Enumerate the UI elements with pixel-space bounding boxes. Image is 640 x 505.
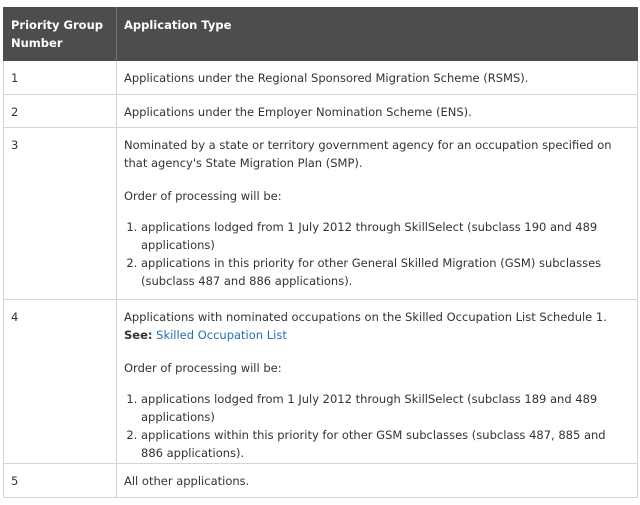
- processing-order-list: [124, 390, 630, 462]
- order-intro: Order of processing will be:: [124, 361, 282, 375]
- priority-number: 3: [4, 128, 117, 300]
- header-priority-group-number: Priority Group Number: [4, 8, 117, 61]
- list-item: 2. applications in this priority for other General Skilled Migration (GSM) subclasses (subclass 487 and 886 applications).: [141, 254, 630, 290]
- priority-number: 5: [4, 464, 117, 498]
- table-row: [4, 61, 638, 95]
- application-type: [117, 95, 638, 128]
- list-item: 2. applications within this priority for other GSM subclasses (subclass 487, 885 and 886 applications).: [141, 426, 630, 462]
- table-row: [4, 464, 638, 498]
- priority-number: 4: [4, 300, 117, 464]
- table-row: [4, 128, 638, 300]
- priority-number: 2: [4, 95, 117, 128]
- priority-number: 1: [4, 61, 117, 95]
- skilled-occupation-list-link[interactable]: Skilled Occupation List: [156, 328, 287, 342]
- list-item: 1. applications lodged from 1 July 2012 through SkillSelect (subclass 189 and 489 applications): [141, 390, 630, 426]
- table-row: [4, 95, 638, 128]
- see-label: See:: [124, 328, 153, 342]
- row-text: Applications with nominated occupations on the Skilled Occupation List Schedule 1.: [124, 310, 607, 324]
- processing-order-list: [124, 218, 630, 290]
- table-header-row: [4, 8, 638, 61]
- row-text: Nominated by a state or territory government agency for an occupation specified on that agency's State Migration Plan (SMP).: [124, 138, 612, 170]
- list-item: 1. applications lodged from 1 July 2012 through SkillSelect (subclass 190 and 489 applications): [141, 218, 630, 254]
- application-type: [117, 300, 638, 464]
- application-type: [117, 61, 638, 95]
- application-type: [117, 464, 638, 498]
- header-application-type: Application Type: [117, 8, 638, 61]
- order-intro: Order of processing will be:: [124, 189, 282, 203]
- priority-table: [3, 7, 638, 498]
- table-row: [4, 300, 638, 464]
- see-also: [124, 326, 630, 344]
- row-text: Applications under the Employer Nomination Scheme (ENS).: [124, 105, 472, 119]
- row-text: All other applications.: [124, 474, 250, 488]
- row-text: Applications under the Regional Sponsored Migration Scheme (RSMS).: [124, 71, 529, 85]
- application-type: [117, 128, 638, 300]
